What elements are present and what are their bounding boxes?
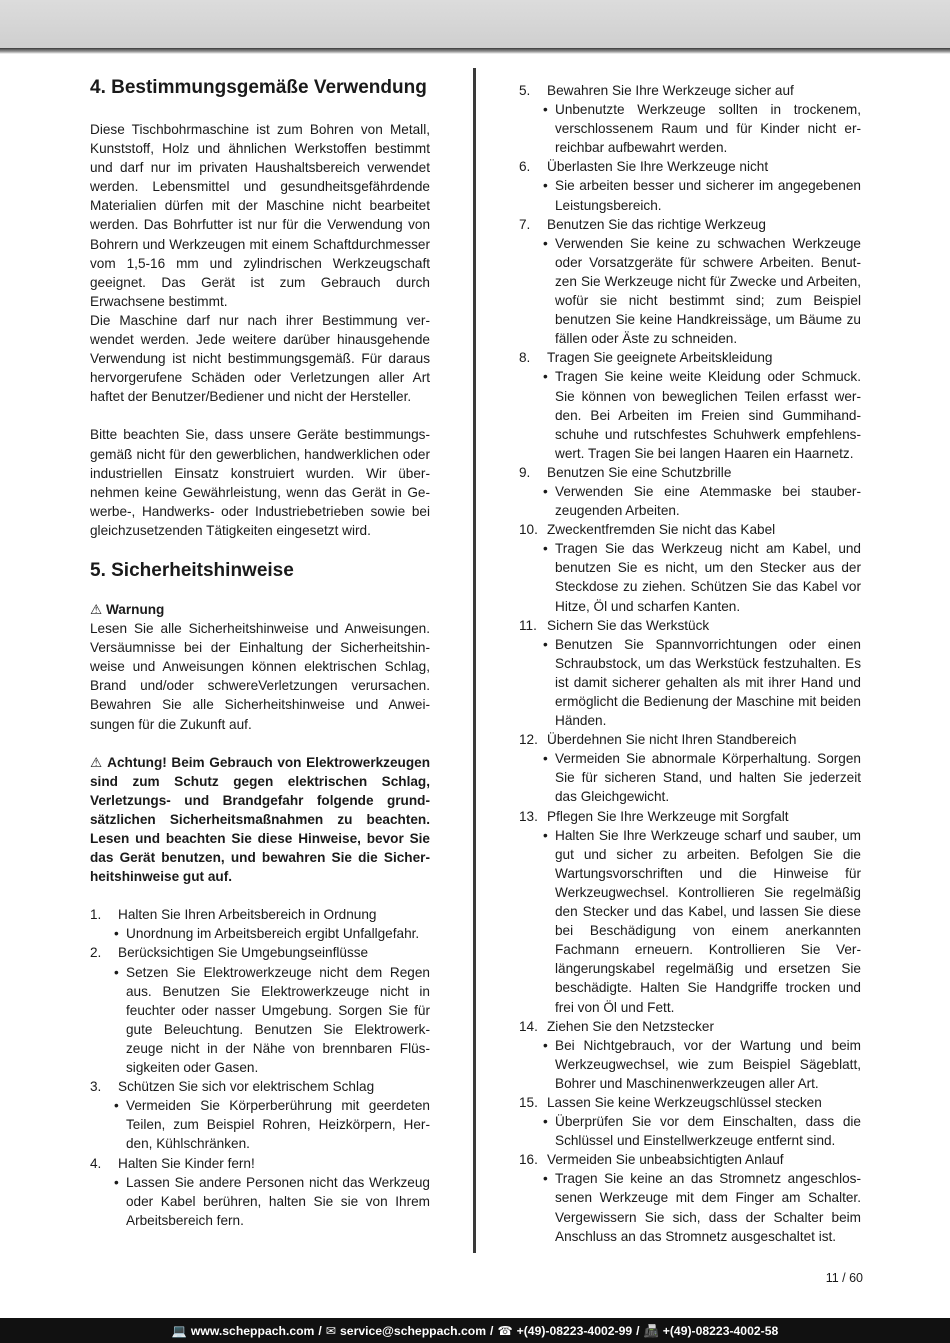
bullet-icon: •	[114, 1174, 119, 1190]
bullet-icon: •	[543, 102, 548, 118]
bullet-icon: •	[543, 636, 548, 652]
rule-title: Vermeiden Sie unbeabsichtigten Anlauf	[547, 1152, 784, 1168]
rule-title: Tragen Sie geeignete Arbeitskleidung	[547, 350, 773, 366]
rule-title: Zweckentfremden Sie nicht das Kabel	[547, 522, 776, 538]
rule-title: Ziehen Sie den Netzstecker	[547, 1018, 714, 1034]
rule-number: 10.	[519, 522, 538, 538]
rule-title: Pflegen Sie Ihre Werkzeuge mit Sorgfalt	[547, 808, 789, 824]
safety-rules-list-left	[90, 905, 430, 1230]
section-4-paragraph-1: Diese Tischbohrmaschine ist zum Bohren von Metall, Kunststoff, Holz und ähnlichen Werkstoffen bestimmt und darf nur im privaten Haushaltsbereich verwendet werden. Lebensmittel und gesundheitsgefährdende Materialien dürfen mit der Maschine nicht bearbeitet werden. Das Bohrfutter ist nur für die Verwendung von Bohrern und Werkzeugen mit einem Schaftdurchmesser vom 1,5-16 mm und zylindrischen Werkzeugschaft geeignet. Das Gerät ist zum Gebrauch durch Erwachsene bestimmt.	[90, 122, 430, 309]
rule-number: 2.	[90, 945, 102, 961]
rule-bullet-text: Verwenden Sie eine Atemmaske bei stauberzeugenden Arbeiten.	[555, 483, 861, 519]
footer-bar	[0, 1318, 950, 1343]
rule-item	[519, 463, 861, 520]
bullet-icon: •	[114, 964, 119, 980]
header-shadow	[0, 48, 950, 54]
rule-number: 14.	[519, 1018, 538, 1034]
rule-item	[519, 616, 861, 731]
attention-text: Achtung! Beim Gebrauch von Elektrowerkzeugen sind zum Schutz gegen elektrischen Schlag, Verletzungs- und Brandgefahr folgende grundsätzlichen Sicherheitsmaßnahmen zu beachten. Lesen und beachten Sie diese Hinweise, bevor Sie das Gerät benutzen, und bewahren Sie die Sicherheitshinweise gut auf.	[90, 754, 430, 885]
rule-bullet-text: Vermeiden Sie abnormale Körperhaltung. Sorgen Sie für sicheren Stand, und halten Sie jederzeit das Gleichgewicht.	[555, 751, 861, 805]
rule-bullet-text: Unordnung im Arbeitsbereich ergibt Unfallgefahr.	[126, 926, 420, 942]
rule-bullet-text: Überprüfen Sie vor dem Einschalten, dass die Schlüssel und Einstellwerkzeuge entfernt sind.	[555, 1114, 861, 1149]
rule-title: Überdehnen Sie nicht Ihren Standbereich	[547, 732, 797, 748]
rule-title: Halten Sie Kinder fern!	[118, 1155, 255, 1171]
footer-phone: +(49)-08223-4002-99	[516, 1323, 633, 1338]
page-number: 11 / 60	[825, 1271, 863, 1285]
bullet-icon: •	[543, 541, 548, 557]
rule-title: Benutzen Sie das richtige Werkzeug	[547, 216, 766, 232]
rule-number: 7.	[519, 216, 531, 232]
rule-item	[519, 157, 861, 214]
section-4-paragraph-2: Die Maschine darf nur nach ihrer Bestimmung verwendet werden. Jede weitere darüber hinausgehende Verwendung ist nicht bestimmungsgemäß. Für daraus hervorgerufene Schäden oder Verletzungen aller Art haftet der Benutzer/Bediener und nicht der Hersteller.	[90, 312, 430, 405]
rule-bullet-text: Benutzen Sie Spannvorrichtungen oder einen Schraubstock, um das Werkstück festzuhalten. Es ist damit sicherer gehalten als mit ihrer Hand und ermöglicht die Bedienung der Maschine mit beiden Händen.	[555, 636, 861, 729]
footer-separator: /	[318, 1323, 322, 1338]
column-divider	[473, 68, 476, 1253]
rule-item	[519, 730, 861, 806]
footer-email-link[interactable]: service@scheppach.com	[340, 1323, 487, 1338]
rule-item	[519, 520, 861, 615]
section-4-title: 4. Bestimmungsgemäße Verwendung	[90, 77, 427, 98]
mail-icon: ✉	[325, 1323, 337, 1338]
rule-bullet-text: Lassen Sie andere Personen nicht das Werkzeug oder Kabel berühren, halten Sie sie von Ihrem Arbeitsbereich fern.	[126, 1174, 430, 1228]
attention-paragraph	[90, 753, 430, 887]
rule-number: 15.	[519, 1094, 538, 1110]
rule-number: 11.	[519, 617, 537, 633]
rule-bullet-text: Sie arbeiten besser und sicherer im angegebenen Leistungsbereich.	[555, 178, 861, 213]
rule-number: 3.	[90, 1079, 102, 1095]
rule-item	[90, 943, 430, 1077]
rule-number: 1.	[90, 907, 102, 923]
rule-title: Halten Sie Ihren Arbeitsbereich in Ordnung	[118, 907, 377, 923]
rule-number: 6.	[519, 159, 531, 175]
bullet-icon: •	[543, 827, 548, 843]
phone-icon: ☎	[497, 1323, 513, 1338]
rule-title: Lassen Sie keine Werkzeugschlüssel stecken	[547, 1094, 822, 1110]
rule-number: 13.	[519, 808, 538, 824]
bullet-icon: •	[543, 1037, 548, 1053]
bullet-icon: •	[543, 1171, 548, 1187]
rule-number: 12.	[519, 732, 538, 748]
rule-item	[519, 215, 861, 349]
rule-item	[519, 81, 861, 157]
rule-title: Benutzen Sie eine Schutzbrille	[547, 464, 732, 480]
bullet-icon: •	[543, 178, 548, 194]
bullet-icon: •	[543, 1114, 548, 1130]
rule-bullet-text: Tragen Sie keine weite Kleidung oder Schmuck. Sie können von beweglichen Teilen erfasst werden. Bei Arbeiten im Freien sind Gummihandschuhe und rutschfestes Schuhwerk empfehlenswert. Tragen Sie bei langen Haaren ein Haarnetz.	[555, 369, 861, 461]
rule-item	[519, 348, 861, 463]
attention-warning-icon: ⚠	[90, 754, 104, 770]
warning-label: Warnung	[105, 601, 165, 617]
rule-bullet-text: Tragen Sie keine an das Stromnetz angeschlossenen Werkzeuge mit dem Finger am Schalter. Vergewissern Sie sich, dass der Schalter beim Anschluss an das Stromnetz ausgeschaltet ist.	[555, 1171, 861, 1244]
computer-icon: 💻	[171, 1323, 187, 1338]
bullet-icon: •	[114, 1098, 119, 1114]
rule-bullet-text: Setzen Sie Elektrowerkzeuge nicht dem Regen aus. Benutzen Sie Elektrowerkzeuge nicht in feuchter oder nasser Umgebung. Sorgen Sie für gute Beleuchtung. Benutzen Sie Elektrowerkzeuge nicht in der Nähe von brennbaren Flüssigkeiten oder Gasen.	[126, 964, 430, 1076]
footer-separator: /	[490, 1323, 494, 1338]
fax-icon: 📠	[643, 1323, 659, 1338]
rule-bullet-text: Halten Sie Ihre Werkzeuge scharf und sauber, um gut und sicher zu arbeiten. Befolgen Sie die Wartungsvorschriften und die Hinweise für Werkzeugwechsel. Kontrollieren Sie regelmäßig den Stecker und das Kabel, und lassen Sie diese bei Beschädigung von einem anerkannten Fachmann erneuern. Kontrollieren Sie Verlängerungskabel regelmäßig und ersetzen Sie beschädigte. Halten Sie Handgriffe trocken und frei von Öl und Fett.	[555, 827, 861, 1015]
rule-item	[519, 807, 861, 1017]
rule-number: 8.	[519, 350, 531, 366]
footer-fax: +(49)-08223-4002-58	[662, 1323, 779, 1338]
warning-icon: ⚠	[90, 601, 103, 617]
bullet-icon: •	[114, 926, 119, 942]
warning-heading	[90, 600, 430, 619]
rule-title: Überlasten Sie Ihre Werkzeuge nicht	[547, 159, 769, 175]
safety-rules-list-right	[519, 81, 861, 1246]
rule-bullet-text: Unbenutzte Werkzeuge sollten in trockenem, verschlossenem Raum und für Kinder nicht erreichbar aufbewahrt werden.	[555, 102, 861, 156]
rule-item	[90, 1077, 430, 1153]
warning-text: Lesen Sie alle Sicherheitshinweise und Anweisungen. Versäumnisse bei der Einhaltung der Sicherheitshinweise und Anweisungen können elektrischen Schlag, Brand und/oder schwereVerletzungen verursachen. Bewahren Sie alle Sicherheitshinweise und Anweisungen für die Zukunft auf.	[90, 621, 430, 732]
rule-item	[90, 1154, 430, 1230]
header-band	[0, 0, 950, 48]
section-4-paragraph-3: Bitte beachten Sie, dass unsere Geräte bestimmungsgemäß nicht für den gewerblichen, handwerklichen oder industriellen Einsatz konstruiert wurden. Wir übernehmen keine Gewährleistung, wenn das Gerät in Gewerbe-, Handwerks- oder Industriebetrieben sowie bei gleichzusetzenden Tätigkeiten eingesetzt wird.	[90, 427, 430, 538]
rule-number: 16.	[519, 1152, 538, 1168]
rule-title: Bewahren Sie Ihre Werkzeuge sicher auf	[547, 83, 794, 98]
footer-website-link[interactable]: www.scheppach.com	[190, 1323, 315, 1338]
rule-number: 9.	[519, 464, 531, 480]
rule-bullet-text: Vermeiden Sie Körperberührung mit geerdeten Teilen, zum Beispiel Rohren, Heizkörpern, Herden, Kühlschränken.	[126, 1098, 430, 1152]
rule-item	[519, 1093, 861, 1150]
rule-title: Sichern Sie das Werkstück	[547, 617, 710, 633]
rule-bullet-text: Bei Nichtgebrauch, vor der Wartung und beim Werkzeugwechsel, wie zum Beispiel Sägeblatt, Bohrer und Maschinenwerkzeugen aller Art.	[555, 1037, 861, 1091]
rule-item	[519, 1150, 861, 1245]
bullet-icon: •	[543, 751, 548, 767]
rule-item	[519, 1017, 861, 1093]
rule-bullet-text: Tragen Sie das Werkzeug nicht am Kabel, und benutzen Sie es nicht, um den Stecker aus der Steckdose zu ziehen. Schützen Sie das Kabel vor Hitze, Öl und scharfen Kanten.	[555, 541, 861, 614]
right-column	[519, 81, 861, 1246]
rule-number: 5.	[519, 83, 531, 98]
left-column	[90, 76, 430, 1230]
rule-title: Schützen Sie sich vor elektrischem Schlag	[118, 1079, 375, 1095]
section-5-title: 5. Sicherheitshinweise	[90, 559, 294, 581]
rule-number: 4.	[90, 1155, 102, 1171]
footer-separator: /	[636, 1323, 640, 1338]
rule-bullet-text: Verwenden Sie keine zu schwachen Werkzeuge oder Vorsatzgeräte für schwere Arbeiten. Benutzen Sie Werkzeuge nicht für Zwecke und Arbeiten, wofür sie nicht bestimmt sind; zum Beispiel benutzen Sie keine Handkreissäge, um Bäume zu fällen oder Äste zu schneiden.	[555, 235, 861, 347]
bullet-icon: •	[543, 483, 548, 499]
rule-title: Berücksichtigen Sie Umgebungseinflüsse	[118, 945, 369, 961]
bullet-icon: •	[543, 235, 548, 251]
rule-item	[90, 905, 430, 943]
bullet-icon: •	[543, 369, 548, 385]
